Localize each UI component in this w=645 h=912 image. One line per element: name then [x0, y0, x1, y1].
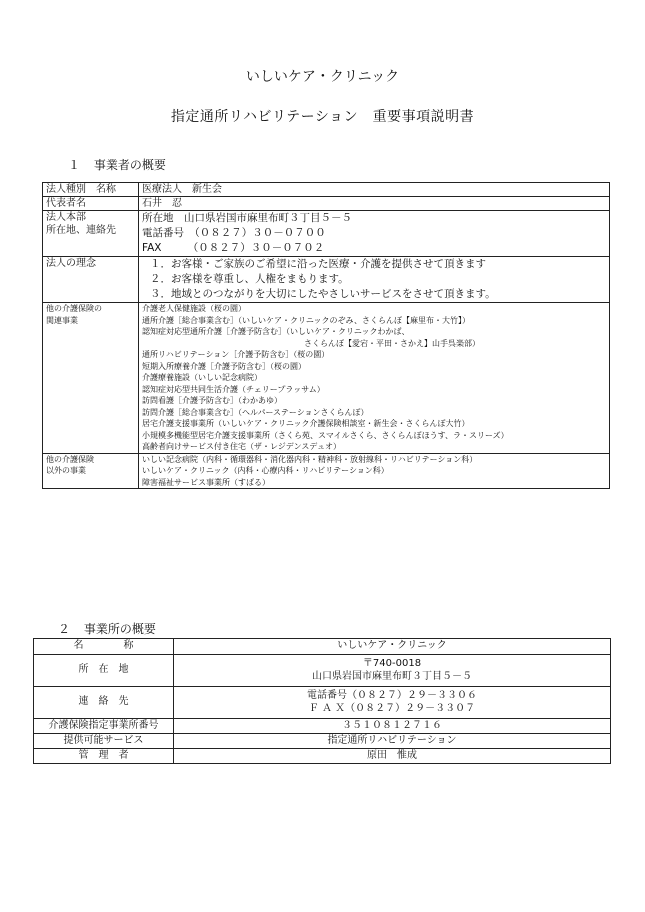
list-item: さくらんぼ【愛宕・平田・さかえ】山手呉楽部） — [192, 338, 480, 348]
manager-label: 管 理 者 — [34, 749, 174, 764]
care-related-label-line2: 関連事業 — [46, 315, 78, 325]
table-row — [34, 687, 611, 719]
hq-fax: FAX （０８２７）３０－０７０２ — [142, 242, 325, 254]
table-row — [34, 655, 611, 687]
philosophy-value — [139, 257, 610, 303]
list-item: 障害福祉サービス事業所（すばる） — [142, 477, 270, 487]
hq-address: 所在地 山口県岩国市麻里布町３丁目５－５ — [142, 212, 352, 224]
table-row — [34, 719, 611, 734]
philosophy-item: １．お客様・ご家族のご希望に沿った医療・介護を提供させて頂きます — [150, 258, 486, 270]
list-item: 小規模多機能型居宅介護支援事業所（さくら苑、スマイルさくら、さくらんぼほうす、ラ・スリーズ） — [142, 430, 509, 440]
office-address-value — [174, 655, 611, 687]
hq-label-line1: 法人本部 — [46, 212, 86, 223]
table-row — [43, 257, 610, 303]
manager-value: 原田 惟成 — [174, 749, 611, 764]
corp-type-value: 医療法人 新生会 — [139, 183, 610, 197]
section2-number: ２ — [58, 622, 71, 636]
table-row — [34, 734, 611, 749]
service-value: 指定通所リハビリテーション — [174, 734, 611, 749]
list-item: 通所リハビリテーション［介護予防含む］（桜の園） — [142, 350, 330, 359]
hq-label — [43, 211, 139, 257]
list-item: 介護老人保健施設（桜の園） — [142, 304, 246, 313]
license-number-value: ３５１０８１２７１６ — [174, 719, 611, 734]
clinic-name: いしいケア・クリニック — [245, 69, 400, 85]
document-title: 指定通所リハビリテーション 重要事項説明書 — [170, 109, 475, 125]
table-row — [43, 453, 610, 489]
corp-type-label: 法人種別 名称 — [43, 183, 139, 197]
office-overview-table — [33, 638, 611, 764]
office-contact-label: 連 絡 先 — [34, 687, 174, 719]
representative-label: 代表者名 — [43, 197, 139, 211]
office-name-label: 名 称 — [34, 639, 174, 655]
table-row — [43, 183, 610, 197]
section1-heading — [68, 156, 166, 173]
section1-number: １ — [68, 158, 81, 172]
office-phone: 電話番号（０８２７）２９－３３０６ — [307, 690, 477, 701]
other-label-line2: 以外の事業 — [46, 466, 86, 475]
care-related-value — [139, 303, 610, 454]
table-row — [43, 197, 610, 211]
hq-phone: 電話番号 （０８２７）３０－０７００ — [142, 227, 326, 239]
list-item: 訪問介護［総合事業含む］（ヘルパーステーションさくらんぼ） — [142, 407, 369, 417]
list-item: 居宅介護支援事業所（いしいケア・クリニック介護保険相談室・新生会・さくらんぼ大竹） — [142, 419, 470, 428]
table-row — [43, 303, 610, 454]
office-name-value: いしいケア・クリニック — [174, 639, 611, 655]
list-item: 訪問看護［介護予防含む］（わかあゆ） — [142, 396, 282, 405]
section1-title: 事業者の概要 — [93, 158, 166, 172]
list-item: 認知症対応型共同生活介護（チェリープラッサム） — [142, 384, 325, 394]
hq-label-line2: 所在地、連絡先 — [46, 225, 116, 236]
philosophy-label: 法人の理念 — [43, 257, 139, 303]
list-item: 短期入所療養介護［介護予防含む］（桜の園） — [142, 361, 306, 371]
care-related-label — [43, 303, 139, 454]
other-label-line1: 他の介護保険 — [46, 454, 94, 464]
other-business-label — [43, 453, 139, 489]
list-item: 認知症対応型通所介護［介護予防含む］（いしいケア・クリニックわかば、 — [142, 327, 410, 336]
philosophy-item: ２．お客様を尊重し、人権をまもります。 — [150, 273, 349, 285]
license-number-label: 介護保険指定事業所番号 — [34, 719, 174, 734]
company-overview-table — [42, 182, 610, 489]
care-related-label-line1: 他の介護保険の — [46, 304, 102, 313]
list-item: 介護療養施設（いしい記念病院） — [142, 373, 262, 382]
section2-title: 事業所の概要 — [83, 622, 156, 636]
philosophy-item: ３．地域とのつながりを大切にしたやさしいサービスをさせて頂きます。 — [150, 288, 496, 300]
office-address-label: 所 在 地 — [34, 655, 174, 687]
representative-value: 石井 忍 — [139, 197, 610, 211]
section2-heading — [58, 620, 156, 637]
table-row — [34, 749, 611, 764]
office-address: 山口県岩国市麻里布町３丁目５－５ — [312, 670, 472, 682]
list-item: いしいケア・クリニック（内科・心療内科・リハビリテーション科） — [142, 466, 389, 475]
table-row — [43, 211, 610, 257]
table-row — [34, 639, 611, 655]
office-contact-value — [174, 687, 611, 719]
service-label: 提供可能サービス — [34, 734, 174, 749]
list-item: 通所介護［総合事業含む］（いしいケア・クリニックのぞみ、さくらんぼ【麻里布・大竹】） — [142, 315, 470, 325]
list-item: いしい記念病院（内科・循環器科・消化器内科・精神科・放射線科・リハビリテーション科） — [142, 454, 478, 464]
hq-value — [139, 211, 610, 257]
list-item: 高齢者向けサービス付き住宅（ザ・レジデンスデュオ） — [142, 442, 341, 451]
office-fax: Ｆ Ａ Ｘ（０８２７）２９－３３０７ — [308, 702, 476, 714]
other-business-value — [139, 453, 610, 489]
postal-code: 〒740-0018 — [362, 658, 422, 669]
